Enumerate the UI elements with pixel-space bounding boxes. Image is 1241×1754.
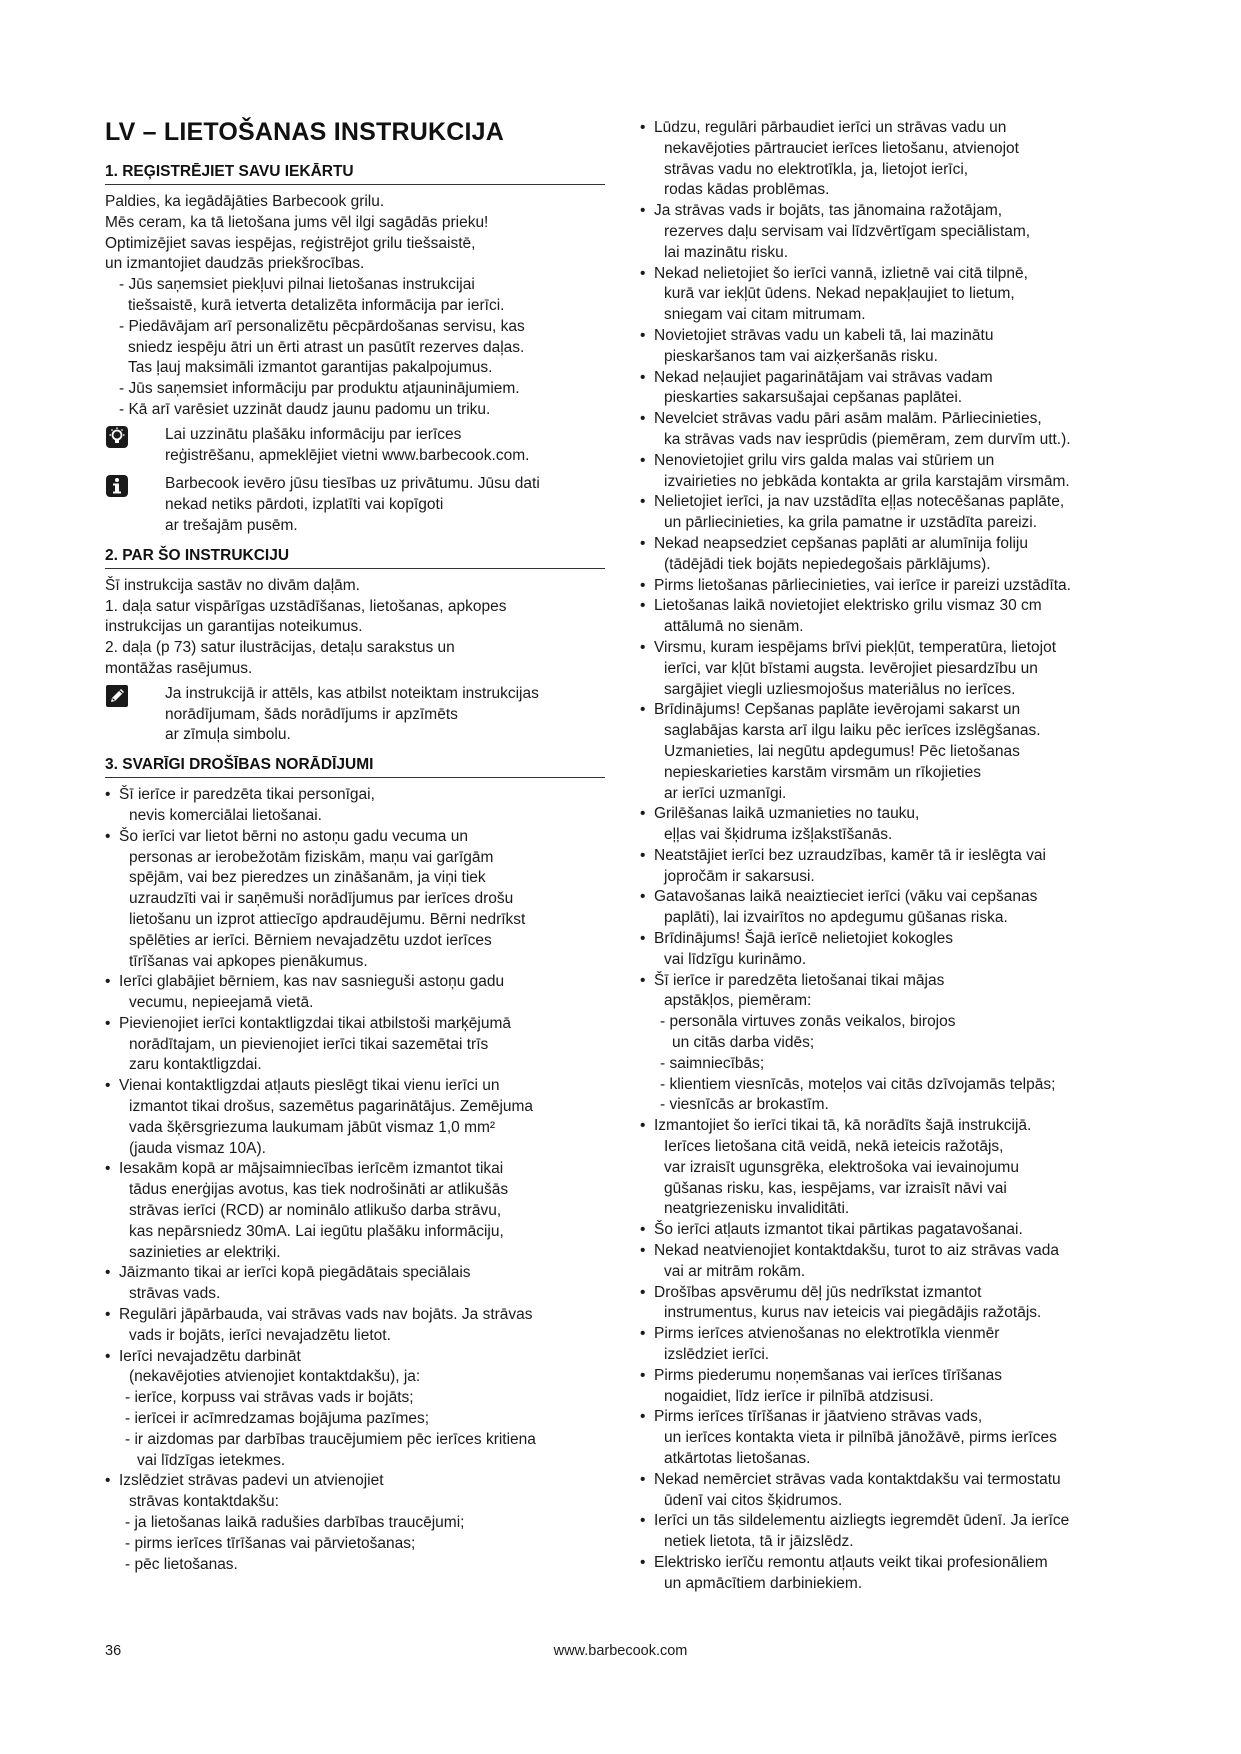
safety-item-line: uzraudzīti vai ir saņēmuši norādījumus par ierīces drošu xyxy=(129,890,514,908)
safety-item-line: ūdenī vai citos šķidrumos. xyxy=(664,1491,843,1509)
safety-item-line: • Iesakām kopā ar mājsaimniecības ierīcēm izmantot tikai xyxy=(119,1160,504,1178)
safety-item xyxy=(105,1347,605,1472)
safety-item-line: • Pievienojiet ierīci kontaktligzdai tikai atbilstoši marķējumā xyxy=(119,1014,511,1032)
safety-item-line: attālumā no sienām. xyxy=(664,618,804,636)
safety-item-line: • Lietošanas laikā novietojiet elektrisko grilu vismaz 30 cm xyxy=(654,597,1042,615)
safety-subitem-line: - ja lietošanas laikā radušies darbības traucējumi; xyxy=(125,1514,465,1532)
info-icon xyxy=(105,474,129,498)
safety-item xyxy=(640,534,1140,576)
safety-item xyxy=(640,1470,1140,1512)
safety-item-line: (jauda vismaz 10A). xyxy=(129,1139,266,1157)
safety-item-line: vada šķērsgriezuma laukumam jābūt vismaz 1,0 mm² xyxy=(129,1118,496,1136)
safety-item xyxy=(105,1159,605,1263)
safety-item-line: • Jāizmanto tikai ar ierīci kopā piegādātais speciālais xyxy=(119,1264,471,1282)
note-line: nekad netiks pārdoti, izplatīti vai kopīgoti xyxy=(165,496,444,514)
safety-item xyxy=(640,1366,1140,1408)
safety-subitem-line: - pirms ierīces tīrīšanas vai pārvietošanas; xyxy=(125,1534,416,1552)
safety-item-line: • Drošības apsvērumu dēļ jūs nedrīkstat izmantot xyxy=(654,1283,982,1301)
safety-item-line: spēlēties ar ierīci. Bērniem nevajadzētu uzdot ierīces xyxy=(129,931,492,949)
safety-item xyxy=(105,1014,605,1076)
note-pencil-text xyxy=(165,684,539,746)
benefit-line: sniedz iespēju ātri un ērti atrast un pasūtīt rezerves daļas. xyxy=(128,338,525,356)
right-column xyxy=(640,118,1140,1595)
safety-item xyxy=(105,1471,605,1575)
safety-item-line: paplāti), lai izvairītos no apdegumu gūšanas riska. xyxy=(664,909,1008,927)
safety-item-line: • Gatavošanas laikā neaiztieciet ierīci (vāku vai cepšanas xyxy=(654,888,1038,906)
text-line: 2. daļa (p 73) satur ilustrācijas, detaļu sarakstus un xyxy=(105,639,455,657)
safety-item-line: • Ja strāvas vads ir bojāts, tas jānomaina ražotājam, xyxy=(654,202,1003,220)
safety-item-line: (nekavējoties atvienojiet kontaktdakšu), ja: xyxy=(129,1368,421,1386)
safety-item-line: lietošanu un izprot attiecīgo apdraudējumu. Bērni nedrīkst xyxy=(129,910,526,928)
safety-item-line: eļļas vai šķidruma izšļakstīšanās. xyxy=(664,826,893,844)
safety-item-line: ar ierīci uzmanīgi. xyxy=(664,784,787,802)
safety-item-line: ka strāvas vads nav iesprūdis (piemēram, zem durvīm utt.). xyxy=(664,430,1071,448)
safety-item xyxy=(640,201,1140,263)
safety-item-line: gūšanas risku, kas, iespējams, var izraisīt nāvi vai xyxy=(664,1179,1007,1197)
safety-item-line: jopročām ir sakarsusi. xyxy=(664,867,815,885)
safety-item xyxy=(640,1553,1140,1595)
safety-item-line: vads ir bojāts, ierīci nevajadzētu lietot. xyxy=(129,1326,391,1344)
safety-subitem-line: - ierīcei ir acīmredzamas bojājuma pazīmes; xyxy=(125,1410,430,1428)
safety-item-line: tīrīšanas vai apkopes pienākumus. xyxy=(129,952,368,970)
safety-item-line: neatgriezenisku invaliditāti. xyxy=(664,1200,850,1218)
safety-item xyxy=(640,1511,1140,1553)
safety-item-line: spējām, vai bez pieredzes un zināšanām, ja viņi tiek xyxy=(129,869,486,887)
text-line: montāžas rasējumus. xyxy=(105,659,253,677)
safety-item xyxy=(640,1116,1140,1220)
safety-item-line: vai ar mitrām rokām. xyxy=(664,1262,806,1280)
section-1-intro xyxy=(105,192,605,275)
safety-item xyxy=(640,264,1140,326)
safety-item xyxy=(640,846,1140,888)
safety-item-line: strāvas vadu no elektrotīkla, ja, lietojot ierīci, xyxy=(664,160,969,178)
pencil-icon xyxy=(105,684,129,708)
note-line: ar zīmuļa simbolu. xyxy=(165,726,291,744)
safety-list-right xyxy=(640,118,1140,1595)
safety-item-line: • Brīdinājums! Cepšanas paplāte ievērojami sakarst un xyxy=(654,701,1021,719)
safety-item-line: apstākļos, piemēram: xyxy=(664,992,812,1010)
safety-subitem-line: - ir aizdomas par darbības traucējumiem pēc ierīces kritiena xyxy=(125,1430,536,1448)
safety-item xyxy=(105,827,605,973)
safety-item-line: • Šo ierīci atļauts izmantot tikai pārtikas pagatavošanai. xyxy=(654,1221,1023,1239)
note-bulb-text xyxy=(165,425,529,467)
benefit-line: - Jūs saņemsiet piekļuvi pilnai lietošanas instrukcijai xyxy=(119,276,475,294)
section-2-heading: 2. PAR ŠO INSTRUKCIJU xyxy=(105,547,605,569)
safety-item-line: • Nelietojiet ierīci, ja nav uzstādīta eļļas notecēšanas paplāte, xyxy=(654,493,1065,511)
section-register xyxy=(105,163,605,537)
safety-item xyxy=(640,596,1140,638)
safety-item-line: • Nevelciet strāvas vadu pāri asām malām. Pārliecinieties, xyxy=(654,410,1042,428)
safety-item-line: izvairieties no jebkāda kontakta ar grila karstajām virsmām. xyxy=(664,472,1070,490)
safety-item-line: • Pirms piederumu noņemšanas vai ierīces tīrīšanas xyxy=(654,1366,1003,1384)
note-line: norādījumam, šāds norādījums ir apzīmēts xyxy=(165,705,458,723)
safety-item-line: • Virsmu, kuram iespējams brīvi piekļūt, temperatūra, lietojot xyxy=(654,638,1057,656)
benefit-line: - Jūs saņemsiet informāciju par produktu atjauninājumiem. xyxy=(119,380,520,398)
safety-item-line: • Neatstājiet ierīci bez uzraudzības, kamēr tā ir ieslēgta vai xyxy=(654,846,1046,864)
safety-item-line: • Novietojiet strāvas vadu un kabeli tā, lai mazinātu xyxy=(654,326,994,344)
safety-item-line: Uzmanieties, lai negūtu apdegumus! Pēc lietošanas xyxy=(664,742,1020,760)
safety-item-line: saglabājas karsta arī ilgu laiku pēc ierīces izslēgšanas. xyxy=(664,722,1041,740)
safety-item-line: pieskarties sakarsušajai cepšanas paplātei. xyxy=(664,389,963,407)
safety-item xyxy=(640,1324,1140,1366)
section-2-text xyxy=(105,576,605,680)
note-bulb xyxy=(105,425,605,467)
safety-item-line: • Nekad neļaujiet pagarinātājam vai strāvas vadam xyxy=(654,368,993,386)
safety-item xyxy=(640,1241,1140,1283)
safety-item-line: strāvas vads. xyxy=(129,1285,221,1303)
benefit-line: - Kā arī varēsiet uzzināt daudz jaunu padomu un triku. xyxy=(119,400,491,418)
safety-item xyxy=(640,451,1140,493)
safety-item-line: strāvas ierīci (RCD) ar nominālo atlikušo darba strāvu, xyxy=(129,1202,502,1220)
safety-item-line: • Regulāri jāpārbauda, vai strāvas vads nav bojāts. Ja strāvas xyxy=(119,1306,533,1324)
safety-item-line: • Izslēdziet strāvas padevi un atvienojiet xyxy=(119,1472,384,1490)
safety-subitem-line: - klientiem viesnīcās, moteļos vai citās dzīvojamās telpās; xyxy=(660,1075,1056,1093)
safety-item-line: kurā var iekļūt ūdens. Nekad nepakļaujiet to lietum, xyxy=(664,285,1015,303)
safety-item-line: • Lūdzu, regulāri pārbaudiet ierīci un strāvas vadu un xyxy=(654,119,1007,136)
safety-item xyxy=(640,929,1140,971)
benefit-line: - Piedāvājam arī personalizētu pēcpārdošanas servisu, kas xyxy=(119,317,525,335)
footer-url: www.barbecook.com xyxy=(553,1643,688,1659)
safety-item-line: var izraisīt ugunsgrēka, elektrošoka vai ievainojumu xyxy=(664,1158,1019,1176)
safety-subitem-line: - viesnīcās ar brokastīm. xyxy=(660,1096,829,1114)
safety-item-line: nepieskarieties karstām virsmām un rīkojieties xyxy=(664,763,981,781)
safety-item xyxy=(105,1263,605,1305)
text-line: instrukcijas un garantijas noteikumus. xyxy=(105,618,363,636)
safety-item-line: sniegam vai citam mitrumam. xyxy=(664,306,866,324)
safety-item-line: izslēdziet ierīci. xyxy=(664,1346,770,1364)
page-title: LV – LIETOŠANAS INSTRUKCIJA xyxy=(105,118,504,146)
safety-subitem-line: - saimniecībās; xyxy=(660,1054,765,1072)
text-line: 1. daļa satur vispārīgas uzstādīšanas, lietošanas, apkopes xyxy=(105,597,507,615)
safety-item xyxy=(640,368,1140,410)
safety-list-left xyxy=(105,785,605,1575)
section-3-heading: 3. SVARĪGI DROŠĪBAS NORĀDĪJUMI xyxy=(105,756,605,778)
safety-item-line: un pārliecinieties, ka grila pamatne ir uzstādīta pareizi. xyxy=(664,514,1038,532)
benefits-list xyxy=(105,275,605,421)
text-line: Šī instrukcija sastāv no divām daļām. xyxy=(105,576,360,594)
note-info xyxy=(105,474,605,536)
safety-item-line: • Pirms lietošanas pārliecinieties, vai ierīce ir pareizi uzstādīta. xyxy=(654,576,1071,594)
safety-item-line: • Nekad nelietojiet šo ierīci vannā, izlietnē vai citā tilpnē, xyxy=(654,264,1028,282)
safety-item-line: • Elektrisko ierīču remontu atļauts veikt tikai profesionāliem xyxy=(654,1553,1048,1571)
safety-subitem-line: vai līdzīgas ietekmes. xyxy=(137,1451,286,1469)
safety-item xyxy=(640,887,1140,929)
safety-item-line: • Brīdinājums! Šajā ierīcē nelietojiet kokogles xyxy=(654,930,953,948)
safety-item-line: norādītajam, un pievienojiet ierīci tikai sazemētai trīs xyxy=(129,1035,489,1053)
safety-item xyxy=(640,1220,1140,1241)
safety-item-line: nevis komerciālai lietošanai. xyxy=(129,806,322,824)
safety-item-line: rodas kādas problēmas. xyxy=(664,181,830,199)
safety-item-line: nekavējoties pārtrauciet ierīces lietošanu, atvienojot xyxy=(664,139,1019,157)
safety-item xyxy=(640,326,1140,368)
safety-item-line: vai līdzīgu kurināmo. xyxy=(664,950,807,968)
safety-item-line: izmantot tikai drošus, sazemētus pagarinātājus. Zemējuma xyxy=(129,1098,534,1116)
page-number: 36 xyxy=(105,1643,122,1659)
safety-item-line: netiek lietota, tā ir jāizslēdz. xyxy=(664,1533,854,1551)
safety-item-line: atkārtotas lietošanas. xyxy=(664,1450,811,1467)
note-info-text xyxy=(165,474,540,536)
safety-item xyxy=(640,700,1140,804)
safety-item-line: ierīci, var kļūt bīstami augsta. Ievērojiet piesardzību un xyxy=(664,659,1038,677)
safety-item xyxy=(640,118,1140,201)
intro-line: un izmantojiet daudzās priekšrocības. xyxy=(105,255,365,273)
safety-item xyxy=(640,1283,1140,1325)
safety-item-line: • Nekad nemērciet strāvas vada kontaktdakšu vai termostatu xyxy=(654,1470,1061,1488)
section-safety xyxy=(105,756,605,1575)
safety-item-line: • Pirms ierīces atvienošanas no elektrotīkla vienmēr xyxy=(654,1325,1000,1343)
safety-item-line: • Šo ierīci var lietot bērni no astoņu gadu vecuma un xyxy=(119,827,468,845)
safety-item xyxy=(640,1407,1140,1469)
note-line: ar trešajām pusēm. xyxy=(165,516,298,534)
safety-item xyxy=(105,785,605,827)
safety-subitem-line: - pēc lietošanas. xyxy=(125,1555,238,1573)
safety-item-line: strāvas kontaktdakšu: xyxy=(129,1493,279,1511)
safety-item-line: lai mazinātu risku. xyxy=(664,243,789,261)
safety-item xyxy=(640,638,1140,700)
benefit-line: tiešsaistē, kurā ietverta detalizēta informācija par ierīci. xyxy=(128,296,505,314)
safety-item-line: sazinieties ar elektriķi. xyxy=(129,1243,281,1261)
safety-item-line: Ierīces lietošana citā veidā, nekā ieteicis ražotājs, xyxy=(664,1138,1004,1156)
safety-item-line: • Šī ierīce ir paredzēta lietošanai tikai mājas xyxy=(654,971,945,989)
safety-item-line: nogaidiet, līdz ierīce ir pilnībā atdzisusi. xyxy=(664,1387,934,1405)
safety-item-line: • Nekad neapsedziet cepšanas paplāti ar alumīnija foliju xyxy=(654,534,1028,552)
safety-item-line: vecumu, nepieejamā vietā. xyxy=(129,994,314,1012)
benefit-line: Tas ļauj maksimāli izmantot garantijas pakalpojumus. xyxy=(128,359,493,377)
safety-item-line: zaru kontaktligzdai. xyxy=(129,1056,262,1074)
safety-item xyxy=(640,409,1140,451)
safety-subitem-line: - personāla virtuves zonās veikalos, birojos xyxy=(660,1013,956,1031)
note-line: Ja instrukcijā ir attēls, kas atbilst noteiktam instrukcijas xyxy=(165,684,539,702)
safety-item-line: • Nekad neatvienojiet kontaktdakšu, turot to aiz strāvas vada xyxy=(654,1242,1059,1260)
safety-item xyxy=(640,971,1140,1117)
safety-item-line: tādus enerģijas avotus, kas tiek nodrošināti ar atlikušās xyxy=(129,1181,509,1199)
safety-item xyxy=(640,804,1140,846)
safety-item-line: • Pirms ierīces tīrīšanas ir jāatvieno strāvas vads, xyxy=(654,1408,983,1426)
note-pencil xyxy=(105,684,605,746)
safety-item xyxy=(105,972,605,1014)
safety-item-line: kas nepārsniedz 30mA. Lai iegūtu plašāku informāciju, xyxy=(129,1222,504,1240)
safety-item-line: instrumentus, kurus nav ieteicis vai piegādājis ražotājs. xyxy=(664,1304,1042,1322)
safety-subitem-line: - ierīce, korpuss vai strāvas vads ir bojāts; xyxy=(125,1389,414,1407)
intro-line: Mēs ceram, ka tā lietošana jums vēl ilgi sagādās prieku! xyxy=(105,213,489,231)
safety-item-line: sargājiet viegli uzliesmojošus materiālus no ierīces. xyxy=(664,680,1016,698)
safety-item-line: pieskaršanos tam vai aizķeršanās risku. xyxy=(664,347,938,365)
intro-line: Optimizējiet savas iespējas, reģistrējot grilu tiešsaistē, xyxy=(105,234,476,252)
safety-item-line: • Šī ierīce ir paredzēta tikai personīgai, xyxy=(119,786,375,804)
safety-item-line: personas ar ierobežotām fiziskām, maņu vai garīgām xyxy=(129,848,494,866)
safety-item-line: • Ierīci glabājiet bērniem, kas nav sasnieguši astoņu gadu xyxy=(119,973,505,991)
safety-item-line: • Ierīci un tās sildelementu aizliegts iegremdēt ūdenī. Ja ierīce xyxy=(654,1512,1070,1530)
safety-item-line: • Nenovietojiet grilu virs galda malas vai stūriem un xyxy=(654,451,995,469)
safety-item-line: • Vienai kontaktligzdai atļauts pieslēgt tikai vienu ierīci un xyxy=(119,1077,500,1095)
section-1-heading: 1. REĢISTRĒJIET SAVU IEKĀRTU xyxy=(105,163,605,185)
safety-item-line: (tādējādi tiek bojāts nepiedegošais pārklājums). xyxy=(664,555,991,573)
safety-item-line: un ierīces kontakta vieta ir pilnībā jānožāvē, pirms ierīces xyxy=(664,1429,1057,1447)
intro-line: Paldies, ka iegādājāties Barbecook grilu. xyxy=(105,193,385,210)
safety-item-line: • Grilēšanas laikā uzmanieties no tauku, xyxy=(654,805,920,823)
safety-item-line: rezerves daļu servisam vai līdzvērtīgam speciālistam, xyxy=(664,222,1031,240)
note-line: reģistrēšanu, apmeklējiet vietni www.barbecook.com. xyxy=(165,446,530,464)
left-column xyxy=(105,118,605,1585)
safety-item xyxy=(105,1305,605,1347)
safety-item xyxy=(640,492,1140,534)
safety-item-line: • Ierīci nevajadzētu darbināt xyxy=(119,1347,301,1365)
lightbulb-icon xyxy=(105,425,129,449)
safety-item-line: un apmācītiem darbiniekiem. xyxy=(664,1574,863,1592)
safety-subitem-line: un citās darba vidēs; xyxy=(672,1034,815,1052)
safety-item xyxy=(105,1076,605,1159)
safety-item-line: • Izmantojiet šo ierīci tikai tā, kā norādīts šajā instrukcijā. xyxy=(654,1117,1032,1135)
section-about xyxy=(105,547,605,746)
note-line: Barbecook ievēro jūsu tiesības uz privātumu. Jūsu dati xyxy=(165,475,540,493)
note-line: Lai uzzinātu plašāku informāciju par ierīces xyxy=(165,425,462,443)
safety-item xyxy=(640,576,1140,597)
